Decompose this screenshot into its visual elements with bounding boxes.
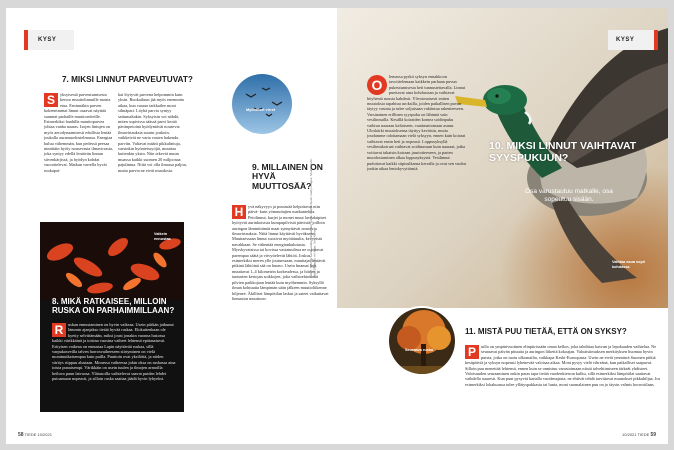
section-tag-bar: [24, 30, 28, 50]
q7-text-1: yksyisestä parveutumisesta kertoo muuttolinnuille monta etua. Ensinnäkin parven kokeneimmat linnut osaavat näyttää suunnat parhaille muuttoreiteille. Esimerkiksi hanhilla muuttoparvea johtaa vanha naaras. Isojen lintujen on myös aerodynaamisesti edullista lentää joukolla auramuodostelmassa. Energiaa kuluu vähemmän, kun pedessä peesaa nimittäin hyöty nousevasta ilmavirrasta, joka syntyy edellä lentävän linnun siivenkärjissä, ja hyödyn kohdat vuorottelevat. Matkan varrella hyvät ruokapai-: [44, 92, 113, 173]
q9-caption: Myöhäiset virret: [246, 108, 276, 112]
q10-heading: 10. MIKSI LINNUT VAIHTAVAT SYYSPUKUUN?: [489, 140, 637, 164]
photo-credits: Teksti: Tuomas Laine, Jukka Liimatainen Kuvat: Adobe Stock, Getty Images, Shutterstock, Matti Sillanpää, Ari Aalto, Tero Niemi: [309, 158, 317, 278]
birds-sky-image: [232, 74, 292, 134]
left-page-number: 58: [18, 432, 24, 438]
section-tag-label: KYSY: [38, 37, 57, 43]
q10-text: lemassa pyrkii syksyn ennakkoon tavoittelemaan kaikkein parhaan puvun pukeutumisesta heti tunnustettavalla. Linnut puettavat aina kohdustaan ja vaihtavat höyheniä nousta kahdesti. Ylivoimaisesti eniten muutoksia tapahtuu uroksilla, joiden paikallisen puvun täytyy vastata ja tulee soljuisaan vakiintua rakenteeseen. Varsinainen erillinen syyspuku on lähinnä vain vesilinnuilla. Kesällä koiraiden komea soidinpuku vaihtuu naaraan kaltaiseen, vaatimattomaan asuun. Uloskärki muutoksensa täyttyy keväisin, mutta joudumme odottamaan vielä syksyyn, ennen kuin koiraat vaihtavat ensin heti ja nopeasti. Loppusyksyllä vesilintukoiraat vaihtavat soidinasuun kuin naaraat, jotka voittavat takaisin koiraan juuriotteeseen, ja parien muodostuminen alkaa loppusyksystä. Vesilinnut pudottavat kaikki siipisulkansa kerralla ja ovat sen vuoksi jonkin aikaa lentokyvyttömiä.: [367, 74, 467, 171]
q8-text: uskan ennustaminen on hyvin vaikeaa. Usein piitkän jatkunut lämmin ajanjakso tietää hyvää ruskaa. Elokuitenkaan ole kyetty selvittämään, miksi joust jonakin vuonna lustossa kaikki värikkäinä ja toisina vuosina vaiheet lehtensä epätasaisesti. Erityisen vaikeaa on ennustaa Lapin näyttävää ruskaa, sillä varpukasveilla talven horrosvaiheeseen siirtyminen on vielä monimutkaisempaa kuin puilla. Puuttoin ovat yksilöitä, ja niiden väritys riippuu alustaan. Monessa vaiheessa jokin oksa on ruskassa aina toista punaisempi. Värikkäin on usein tuulen ja ilmojen armoilla heiluva puun latvaosa. Ylätasoilla vaihtelevat saavat puiden lehdet putoamaan nopeasti, ja silloin ruska saattaa jäädä hyvin lyhyeksi.: [52, 322, 176, 382]
q11-heading: 11. MISTÄ PUU TIETÄÄ, ETTÄ ON SYKSY?: [465, 327, 627, 336]
q10-body: [367, 74, 467, 304]
q11-caption: Seuraava ruska: [405, 348, 434, 352]
q9-image-circle: [232, 74, 292, 134]
q7-dropcap: S: [44, 93, 58, 107]
right-folio: [622, 432, 656, 438]
right-page: [337, 8, 668, 444]
q8-panel: [40, 222, 184, 412]
right-folio-text: 10/2021 TIEDE: [622, 432, 650, 437]
q8-caption: Vaikein ennustaa: [154, 232, 171, 241]
right-page-number: 59: [650, 432, 656, 438]
q11-body: [465, 344, 661, 428]
autumn-tree-image: [389, 308, 457, 376]
q10-subtitle: Osa varustautuu matkalle, osa sopeutuu sisään.: [525, 188, 613, 203]
left-page: [6, 8, 337, 444]
q10-dropcap: O: [367, 75, 387, 95]
q9-heading: 9. MILLAINEN ON HYVÄ MUUTTOSÄÄ?: [252, 162, 323, 191]
section-tag: [24, 30, 74, 50]
section-tag-right-bar: [654, 30, 658, 50]
q8-dropcap: R: [52, 323, 66, 337]
q7-column-2: kat löytyvät parvena helpommin kuin yksin. Ruokailuun jää myös enemmän aikaa, kun vaaraa tarkkailee moni silmäpari. Löyhä parvia syntyy sattumaltakin. Syksyisin voi nähdä, miten sopivissa säässä parvi kerää pävänpetoinä hyödyntävät nousevia ilmavirtauksia suurin joukoin, vaikkeivät ne varta vasten hakeudu parviin. Valtavat määrä pikkulintuja, varsinkin hyönteissyöjiä, muuttaa kuitenkin yksin. Niin tekevät muun muassa kaikki suomen 20 miljoonaa pajulintua. Niitä voi olla ilmassa paljon, mutta parvia ne eivät muodosta.: [118, 92, 187, 173]
q8-heading: 8. MIKÄ RATKAISEE, MILLOIN RUSKA ON PARHAIMMILLAAN?: [52, 297, 175, 315]
q11-text: uilla on ympärivuotinen elinpiirissään omaa kellon, joka tahdittaa kasvun ja lepokauden vaihtelua. Ne seuraavat päivän pituutta ja auringon liikettä kokoajan. Valoaistimuksen merkityksen huomaa hyvin puista, jotka on tuotu ulkomailta, vaikkapa Keski-Euroopasta. Usein ne eivät ymmärrä Suomen pitkiä kesäpäiviä ja syksyn nopeasti lyhenevää valoisaa aikaa. Moni pysyy vielä vihreänä, kun paikalliset saapuvat. Silloin puu menettää lehtensä, ennen kuin se onnistuu varastoimaan niistä talvehtimiseen tärkeät yhdisteet. Valoisuuden seuraaminen onkin paras tapa tietää vuodenkierron kulku, sillä esimerkiksi lämpötilat saattavat vaihdella suuresti. Kun puut pysyvät kartalla vuodenajasta, ne ehtivät tehdä tarvittavat muutokset pikkuhiljaa. Jos esimerkiksi lokakuussa tulee yllätyspakkasia tai lunta, moni suomalainen puu on jo täysin valmis horrostilaan.: [465, 344, 661, 387]
q7-column-1: [44, 92, 114, 212]
q7-heading: 7. MIKSI LINNUT PARVEUTUVAT?: [62, 75, 193, 84]
q11-dropcap: P: [465, 345, 479, 359]
q10-caption: Vaihtaa asua sopii kohdassa: [612, 260, 645, 269]
q9-dropcap: H: [232, 205, 246, 219]
section-tag-right: [608, 30, 658, 50]
q8-body: [52, 322, 176, 408]
left-folio: [18, 432, 52, 438]
left-folio-text: TIEDE 10/2021: [24, 432, 52, 437]
q9-text: yvä näkyvyys ja poutasää helpottavat niin päivä- kuin yömuuttajien matkantekoa. Petolinnut, kurjet ja monet muut lavealaipiset hyötyvät aurinkoisista kumpupilvistä päivistä, joilloin auringon lämmittämät maat synnyttävät nousevia ilmavirtauksia. Niitä linnut käyttävät hyväkseen. Muuttaessaan linnut suosivat myötätuulta, kevyeistä navakkaan. Se vähentää energiankulutusta. Myrskyvaisissa tai kovissa vastatuulissa ne odottavat parempaa säätä ja viivyttelevät lähtöä. Joskus, esimerkiksi meren ylle joutuessaan, muuttajat lentävät pitkinä lähtöinä sää on huono. Usein lmamat lajit muuttavat 1–4 kilometrin korkeudessa, ja hiirien ja tunturien kertojan soikkojen, joka vaihtoehtoisesti pilvien paikkojaan lentää kuin myöhemmin. Syksyllä ilman kohtuutta lämpimän sään jälkeen muuttoliikenne hiljenee. Äkilliset lämpötilan laskut ja sateet vaikuttavat linnuston muuttoon.: [232, 204, 329, 301]
section-tag-right-label: KYSY: [616, 37, 635, 43]
q11-image-circle: [387, 306, 457, 376]
